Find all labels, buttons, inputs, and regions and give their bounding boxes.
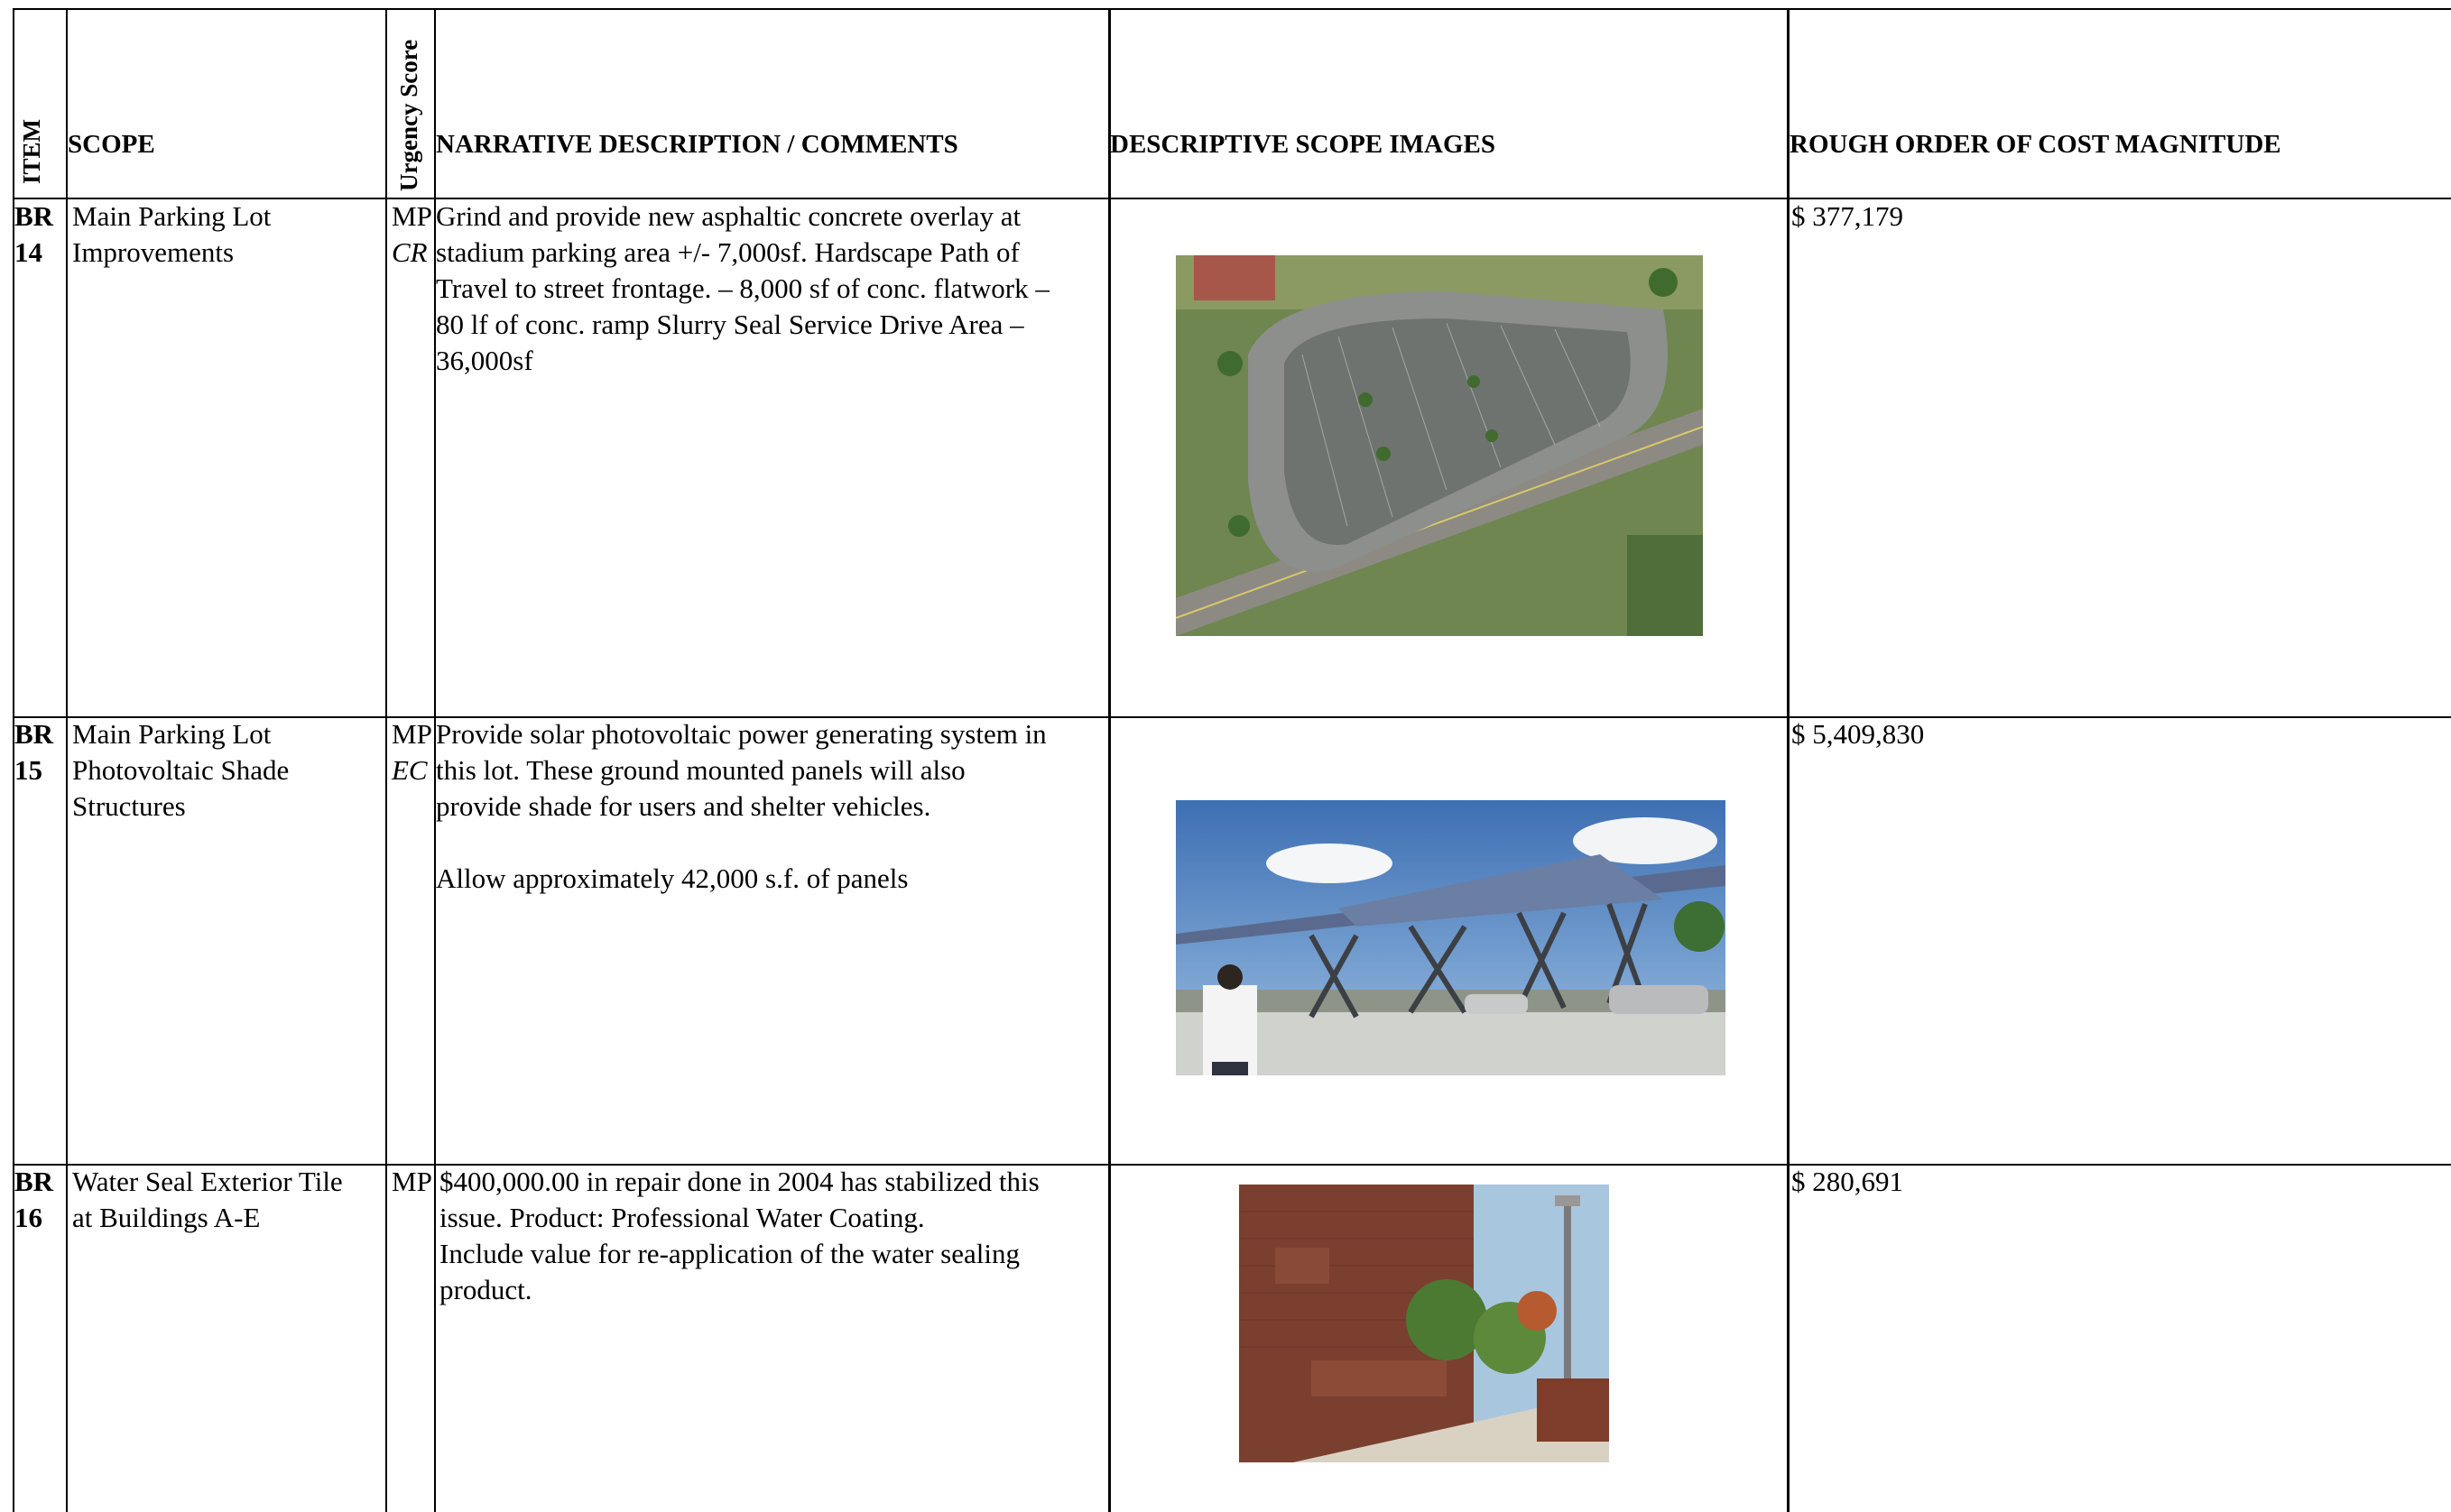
narrative-text [439,1164,1040,1308]
column-border [66,8,68,1512]
narrative-line: 36,000sf [436,345,533,376]
narrative-spacer [436,825,1047,861]
scope-text [72,1164,343,1236]
item-code-prefix: BR [14,718,54,750]
item-code-number: 14 [14,236,42,268]
aerial-parking-lot-photo [1176,255,1703,636]
item-code [14,1164,53,1236]
item-code [14,198,53,271]
header-cost: ROUGH ORDER OF COST MAGNITUDE [1790,130,2281,159]
row-divider [13,1164,2451,1166]
scope-line: Water Seal Exterior Tile [72,1166,343,1197]
header-scope: SCOPE [68,130,155,159]
header-images: DESCRIPTIVE SCOPE IMAGES [1110,130,1496,159]
narrative-line: Allow approximately 42,000 s.f. of panels [436,862,909,894]
urgency-category: CR [392,236,428,268]
cost-value: $ 377,179 [1791,200,1903,232]
narrative-line: $400,000.00 in repair done in 2004 has stabilized this [439,1166,1040,1197]
narrative-line: 80 lf of conc. ramp Slurry Seal Service Drive Area – [436,309,1024,340]
urgency-code: MP [392,718,432,750]
column-border [1108,8,1111,1512]
table-top-border [13,8,2451,10]
column-border [385,8,387,1512]
cost-value: $ 280,691 [1791,1166,1903,1197]
header-item: ITEM [18,118,45,184]
scope-line: Structures [72,790,186,822]
narrative-line: stadium parking area +/- 7,000sf. Hardscape Path of [436,236,1020,268]
header-urgency-score: Urgency Score [395,39,422,191]
row-divider [13,716,2451,718]
narrative-line: Travel to street frontage. – 8,000 sf of conc. flatwork – [436,272,1050,304]
urgency-code: MP [392,1166,432,1197]
header-bottom-border [13,198,2451,199]
item-code-prefix: BR [14,200,54,232]
scope-line: Main Parking Lot [72,200,272,232]
item-code [14,716,53,788]
urgency-code: MP [392,200,432,232]
solar-canopy-photo [1176,800,1725,1075]
urgency-score [392,1164,432,1200]
urgency-category: EC [392,754,428,786]
narrative-line: product. [439,1274,532,1305]
narrative-line: Include value for re-application of the water sealing [439,1238,1020,1269]
scope-text [72,198,271,271]
urgency-score [392,198,432,271]
header-narrative: NARRATIVE DESCRIPTION / COMMENTS [436,130,958,159]
narrative-line: Provide solar photovoltaic power generating system in [436,718,1047,750]
narrative-line: this lot. These ground mounted panels will also [436,754,966,786]
scope-line: Main Parking Lot [72,718,272,750]
urgency-score [392,716,432,788]
scope-line: Photovoltaic Shade [72,754,290,786]
narrative-line: issue. Product: Professional Water Coating. [439,1202,925,1233]
item-code-prefix: BR [14,1166,54,1197]
item-code-number: 16 [14,1202,42,1233]
narrative-text [436,716,1047,897]
scope-line: Improvements [72,236,235,268]
column-border [1787,8,1790,1512]
item-code-number: 15 [14,754,42,786]
narrative-text [436,198,1050,379]
brick-building-photo [1239,1185,1609,1462]
scope-line: at Buildings A-E [72,1202,261,1233]
narrative-line: provide shade for users and shelter vehicles. [436,790,931,822]
narrative-line: Grind and provide new asphaltic concrete overlay at [436,200,1022,232]
cost-value: $ 5,409,830 [1791,718,1925,750]
scope-text [72,716,289,825]
